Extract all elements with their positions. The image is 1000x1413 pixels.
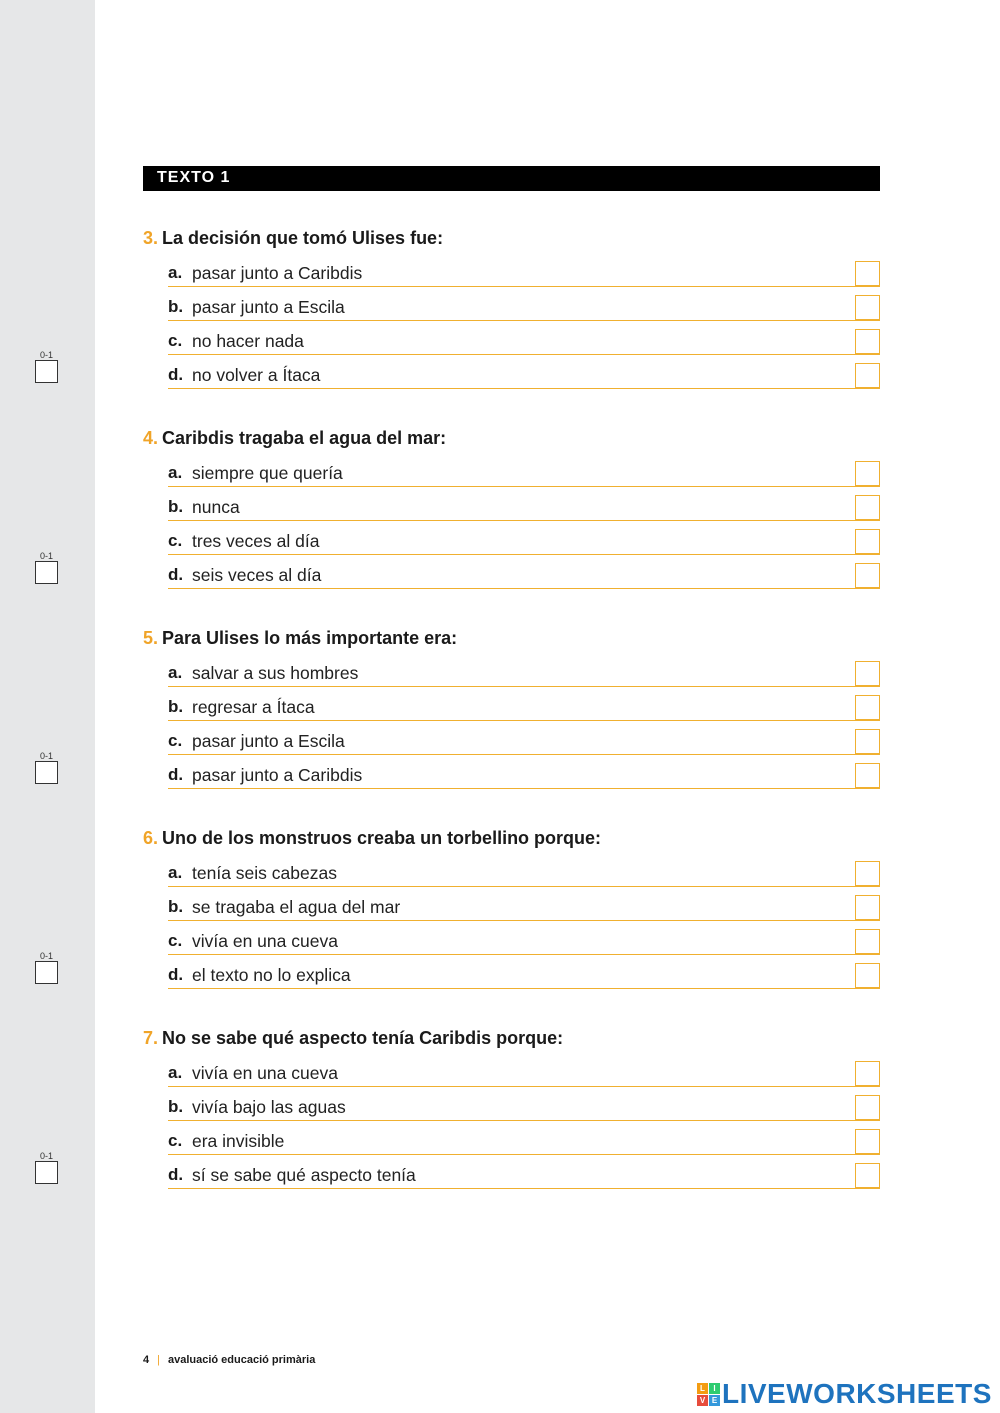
answer-checkbox[interactable] bbox=[855, 763, 880, 788]
option-letter: b. bbox=[168, 1097, 184, 1116]
option-letter: a. bbox=[168, 663, 183, 682]
option-letter: c. bbox=[168, 931, 183, 950]
option-text: nunca bbox=[192, 497, 240, 517]
question-text: No se sabe qué aspecto tenía Caribdis porque: bbox=[162, 1028, 564, 1048]
option-b bbox=[168, 296, 880, 321]
question-title bbox=[143, 228, 443, 249]
score-label: 0-1 bbox=[40, 951, 54, 961]
option-a bbox=[168, 462, 880, 487]
option-text: regresar a Ítaca bbox=[192, 697, 315, 717]
answer-checkbox[interactable] bbox=[855, 729, 880, 754]
answer-checkbox[interactable] bbox=[855, 861, 880, 886]
option-text: pasar junto a Escila bbox=[192, 297, 345, 317]
option-c bbox=[168, 530, 880, 555]
page-number: 4 bbox=[143, 1354, 150, 1366]
option-a bbox=[168, 262, 880, 287]
option-text: pasar junto a Caribdis bbox=[192, 263, 363, 283]
brand-name: LIVEWORKSHEETS bbox=[722, 1378, 992, 1409]
question-title bbox=[143, 828, 601, 849]
option-letter: c. bbox=[168, 731, 183, 750]
score-box[interactable] bbox=[35, 1161, 58, 1184]
option-text: pasar junto a Escila bbox=[192, 731, 345, 751]
option-letter: a. bbox=[168, 1063, 183, 1082]
question-number: 5. bbox=[143, 628, 159, 648]
answer-checkbox[interactable] bbox=[855, 1129, 880, 1154]
option-text: vivía en una cueva bbox=[192, 1063, 338, 1083]
question-number: 6. bbox=[143, 828, 159, 848]
answer-checkbox[interactable] bbox=[855, 895, 880, 920]
option-letter: b. bbox=[168, 497, 184, 516]
option-letter: d. bbox=[168, 565, 184, 584]
option-text: salvar a sus hombres bbox=[192, 663, 359, 683]
question-text: Uno de los monstruos creaba un torbellino porque: bbox=[162, 828, 602, 848]
option-letter: a. bbox=[168, 263, 183, 282]
answer-checkbox[interactable] bbox=[855, 1095, 880, 1120]
option-text: vivía en una cueva bbox=[192, 931, 338, 951]
score-box[interactable] bbox=[35, 761, 58, 784]
option-letter: b. bbox=[168, 897, 184, 916]
answer-checkbox[interactable] bbox=[855, 363, 880, 388]
option-text: el texto no lo explica bbox=[192, 965, 351, 985]
option-c bbox=[168, 1130, 880, 1155]
answer-checkbox[interactable] bbox=[855, 1061, 880, 1086]
option-letter: c. bbox=[168, 1131, 183, 1150]
answer-checkbox[interactable] bbox=[855, 295, 880, 320]
question-text: La decisión que tomó Ulises fue: bbox=[162, 228, 444, 248]
question-text: Caribdis tragaba el agua del mar: bbox=[162, 428, 447, 448]
option-letter: b. bbox=[168, 297, 184, 316]
option-text: tenía seis cabezas bbox=[192, 863, 337, 883]
logo-letter: I bbox=[709, 1383, 720, 1394]
option-text: vivía bajo las aguas bbox=[192, 1097, 346, 1117]
option-letter: d. bbox=[168, 365, 184, 384]
logo-letter: V bbox=[697, 1395, 708, 1406]
option-letter: a. bbox=[168, 863, 183, 882]
answer-checkbox[interactable] bbox=[855, 1163, 880, 1188]
question-number: 3. bbox=[143, 228, 159, 248]
question-title bbox=[143, 628, 457, 649]
option-letter: b. bbox=[168, 697, 184, 716]
option-d bbox=[168, 364, 880, 389]
option-c bbox=[168, 930, 880, 955]
option-text: siempre que quería bbox=[192, 463, 343, 483]
liveworksheets-brand[interactable] bbox=[697, 1378, 992, 1410]
option-text: no volver a Ítaca bbox=[192, 365, 321, 385]
answer-checkbox[interactable] bbox=[855, 329, 880, 354]
answer-checkbox[interactable] bbox=[855, 929, 880, 954]
answer-checkbox[interactable] bbox=[855, 563, 880, 588]
answer-checkbox[interactable] bbox=[855, 963, 880, 988]
question-text: Para Ulises lo más importante era: bbox=[162, 628, 458, 648]
liveworksheets-logo-icon bbox=[697, 1383, 720, 1406]
logo-letter: L bbox=[697, 1383, 708, 1394]
option-b bbox=[168, 1096, 880, 1121]
footer-separator: | bbox=[157, 1354, 160, 1366]
option-b bbox=[168, 496, 880, 521]
score-label: 0-1 bbox=[40, 551, 54, 561]
option-b bbox=[168, 696, 880, 721]
page-footer bbox=[143, 1354, 315, 1366]
option-a bbox=[168, 1062, 880, 1087]
option-letter: d. bbox=[168, 765, 184, 784]
question-number: 4. bbox=[143, 428, 159, 448]
option-b bbox=[168, 896, 880, 921]
option-d bbox=[168, 1164, 880, 1189]
option-letter: d. bbox=[168, 1165, 184, 1184]
section-header: TEXTO 1 bbox=[143, 166, 880, 191]
score-label: 0-1 bbox=[40, 751, 54, 761]
answer-checkbox[interactable] bbox=[855, 261, 880, 286]
option-text: pasar junto a Caribdis bbox=[192, 765, 363, 785]
logo-letter: E bbox=[709, 1395, 720, 1406]
option-d bbox=[168, 564, 880, 589]
option-c bbox=[168, 730, 880, 755]
option-letter: a. bbox=[168, 463, 183, 482]
answer-checkbox[interactable] bbox=[855, 661, 880, 686]
question-number: 7. bbox=[143, 1028, 159, 1048]
score-box[interactable] bbox=[35, 961, 58, 984]
question-title bbox=[143, 428, 446, 449]
answer-checkbox[interactable] bbox=[855, 695, 880, 720]
option-c bbox=[168, 330, 880, 355]
option-text: sí se sabe qué aspecto tenía bbox=[192, 1165, 416, 1185]
option-text: se tragaba el agua del mar bbox=[192, 897, 401, 917]
score-box[interactable] bbox=[35, 360, 58, 383]
option-a bbox=[168, 862, 880, 887]
footer-text: avaluació educació primària bbox=[167, 1354, 316, 1366]
option-text: no hacer nada bbox=[192, 331, 304, 351]
answer-checkbox[interactable] bbox=[855, 495, 880, 520]
option-letter: c. bbox=[168, 531, 183, 550]
question-title bbox=[143, 1028, 563, 1049]
answer-checkbox[interactable] bbox=[855, 461, 880, 486]
score-box[interactable] bbox=[35, 561, 58, 584]
option-text: tres veces al día bbox=[192, 531, 320, 551]
score-label: 0-1 bbox=[40, 1151, 54, 1161]
answer-checkbox[interactable] bbox=[855, 529, 880, 554]
option-d bbox=[168, 764, 880, 789]
option-a bbox=[168, 662, 880, 687]
option-text: seis veces al día bbox=[192, 565, 322, 585]
margin-strip bbox=[0, 0, 95, 1413]
score-label: 0-1 bbox=[40, 350, 54, 360]
option-d bbox=[168, 964, 880, 989]
option-text: era invisible bbox=[192, 1131, 285, 1151]
option-letter: c. bbox=[168, 331, 183, 350]
option-letter: d. bbox=[168, 965, 184, 984]
